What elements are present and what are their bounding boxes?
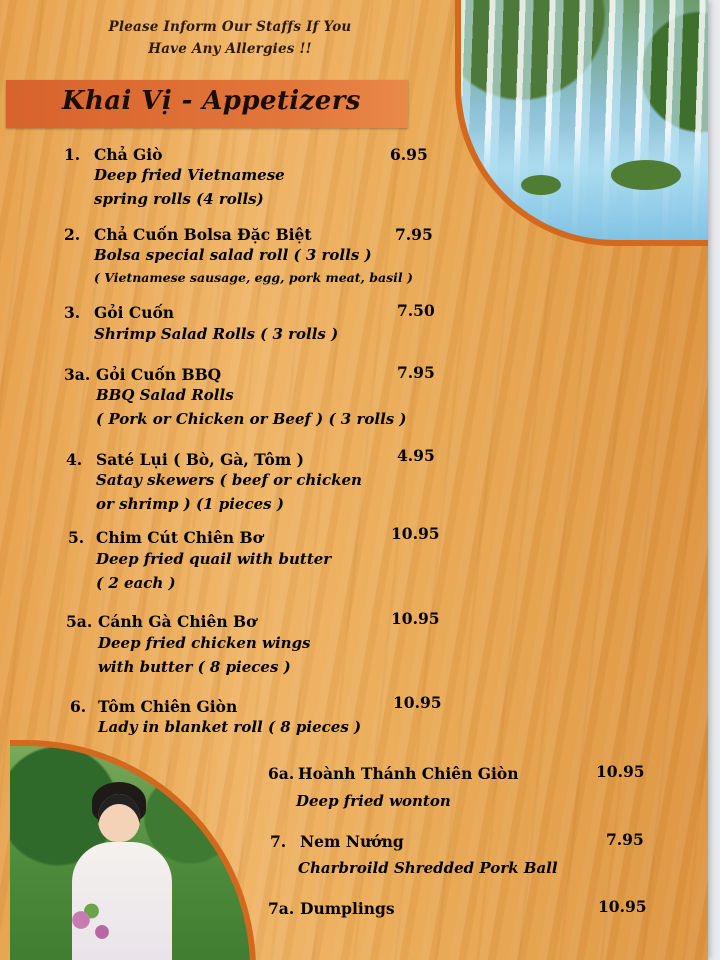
item-number: 1. xyxy=(64,145,81,164)
item-name: Tôm Chiên Giòn xyxy=(98,697,238,716)
item-name: Dumplings xyxy=(300,899,395,918)
item-price: 6.95 xyxy=(390,145,428,164)
section-banner xyxy=(6,80,408,128)
item-name: Cánh Gà Chiên Bơ xyxy=(98,612,257,631)
item-description: Charbroild Shredded Pork Ball xyxy=(298,859,558,877)
item-price: 7.95 xyxy=(395,225,433,244)
item-name: Hoành Thánh Chiên Giòn xyxy=(298,764,519,783)
waterfall-rock xyxy=(521,175,561,195)
item-name: Gỏi Cuốn BBQ xyxy=(96,365,222,384)
item-description: BBQ Salad Rolls xyxy=(96,386,234,404)
waterfall-photo xyxy=(455,0,708,246)
lady-photo xyxy=(10,740,256,960)
item-number: 4. xyxy=(66,450,83,469)
allergy-notice-line2: Have Any Allergies !! xyxy=(148,41,312,57)
item-description: Deep fried Vietnamese xyxy=(94,166,285,184)
waterfall-rock xyxy=(611,160,681,190)
item-description: Shrimp Salad Rolls ( 3 rolls ) xyxy=(94,325,339,343)
allergy-notice xyxy=(80,16,380,60)
item-description: Deep fried quail with butter xyxy=(96,550,332,568)
item-name: Saté Lụi ( Bò, Gà, Tôm ) xyxy=(96,450,304,469)
item-price: 10.95 xyxy=(393,693,442,712)
item-description: Deep fried wonton xyxy=(296,792,451,810)
item-name: Gỏi Cuốn xyxy=(94,303,175,322)
item-number: 3a. xyxy=(64,365,91,384)
section-title: Khai Vị - Appetizers xyxy=(62,86,361,116)
item-name: Chả Cuốn Bolsa Đặc Biệt xyxy=(94,225,312,244)
item-number: 2. xyxy=(64,225,81,244)
item-number: 6. xyxy=(70,697,87,716)
item-price: 7.95 xyxy=(397,363,435,382)
item-description: with butter ( 8 pieces ) xyxy=(98,658,291,676)
item-price: 7.95 xyxy=(606,830,644,849)
flower-bouquet xyxy=(60,896,130,956)
item-description: or shrimp ) (1 pieces ) xyxy=(96,495,284,513)
item-price: 10.95 xyxy=(598,897,647,916)
item-number: 5a. xyxy=(66,612,93,631)
allergy-notice-line1: Please Inform Our Staffs If You xyxy=(108,19,352,35)
item-price: 10.95 xyxy=(391,524,440,543)
item-description: Lady in blanket roll ( 8 pieces ) xyxy=(98,718,362,736)
item-price: 7.50 xyxy=(397,301,435,320)
item-description: ( 2 each ) xyxy=(96,574,176,592)
item-description: Deep fried chicken wings xyxy=(98,634,311,652)
item-price: 10.95 xyxy=(391,609,440,628)
item-number: 6a. xyxy=(268,764,295,783)
item-number: 7a. xyxy=(268,899,295,918)
item-name: Chim Cút Chiên Bơ xyxy=(96,528,263,547)
item-description: spring rolls (4 rolls) xyxy=(94,190,264,208)
item-number: 7. xyxy=(270,832,287,851)
item-name: Nem Nướng xyxy=(300,832,404,851)
item-description: Bolsa special salad roll ( 3 rolls ) xyxy=(94,246,372,264)
item-description: Satay skewers ( beef or chicken xyxy=(96,471,362,489)
item-note: ( Vietnamese sausage, egg, pork meat, basil ) xyxy=(94,270,413,285)
item-description: ( Pork or Chicken or Beef ) ( 3 rolls ) xyxy=(96,410,407,428)
lady-face xyxy=(98,794,140,842)
item-number: 5. xyxy=(68,528,85,547)
item-name: Chả Giò xyxy=(94,145,163,164)
item-price: 4.95 xyxy=(397,446,435,465)
item-number: 3. xyxy=(64,303,81,322)
item-price: 10.95 xyxy=(596,762,645,781)
